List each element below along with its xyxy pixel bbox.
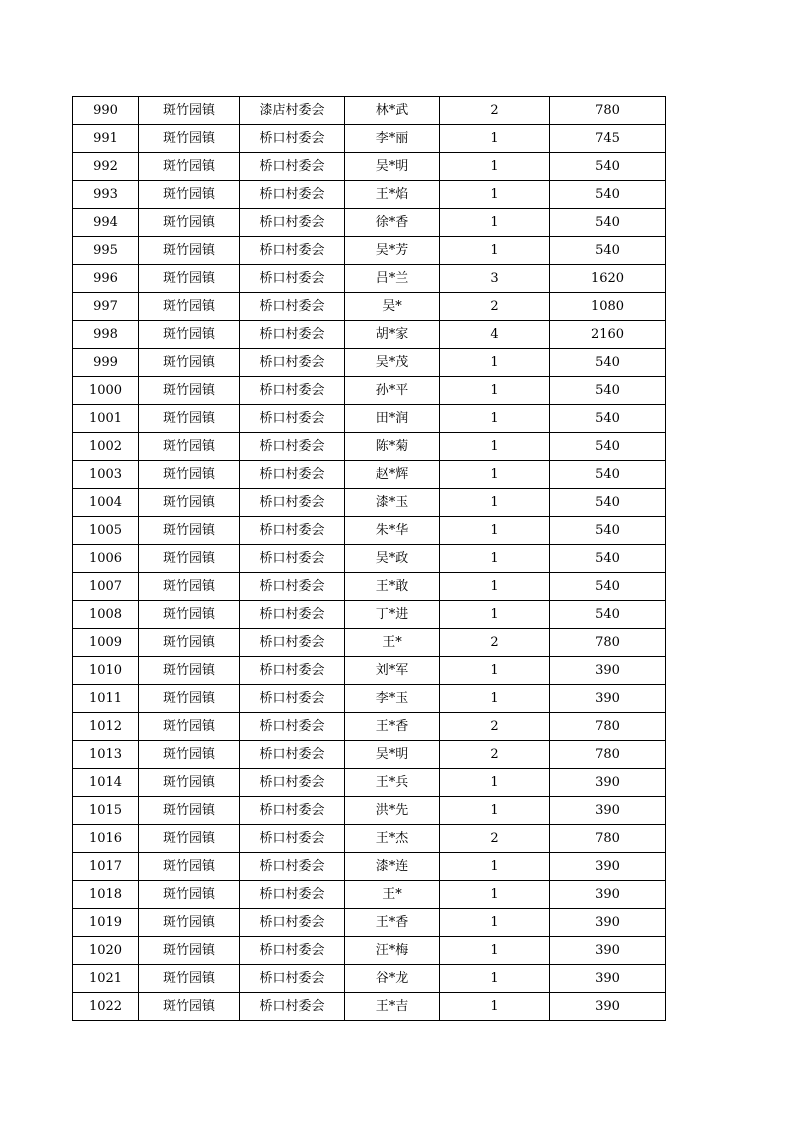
name-cell: 林*武: [345, 97, 440, 125]
table-row: [73, 209, 666, 237]
household-count-cell: 1: [440, 993, 550, 1021]
amount-cell: 2160: [550, 321, 666, 349]
document-page: [72, 96, 666, 1021]
table-row: [73, 517, 666, 545]
village-cell: 桥口村委会: [240, 965, 345, 993]
town-cell: 斑竹园镇: [139, 657, 240, 685]
village-cell: 桥口村委会: [240, 405, 345, 433]
name-cell: 洪*先: [345, 797, 440, 825]
name-cell: 吕*兰: [345, 265, 440, 293]
table-row: [73, 461, 666, 489]
household-count-cell: 1: [440, 489, 550, 517]
village-cell: 桥口村委会: [240, 993, 345, 1021]
row-number-cell: 996: [73, 265, 139, 293]
amount-cell: 540: [550, 461, 666, 489]
name-cell: 陈*菊: [345, 433, 440, 461]
name-cell: 王*敢: [345, 573, 440, 601]
name-cell: 吴*: [345, 293, 440, 321]
household-count-cell: 1: [440, 881, 550, 909]
town-cell: 斑竹园镇: [139, 601, 240, 629]
name-cell: 王*香: [345, 713, 440, 741]
amount-cell: 540: [550, 209, 666, 237]
household-count-cell: 1: [440, 181, 550, 209]
row-number-cell: 1016: [73, 825, 139, 853]
row-number-cell: 1019: [73, 909, 139, 937]
household-count-cell: 4: [440, 321, 550, 349]
village-cell: 桥口村委会: [240, 909, 345, 937]
amount-cell: 745: [550, 125, 666, 153]
household-count-cell: 1: [440, 237, 550, 265]
household-count-cell: 3: [440, 265, 550, 293]
village-cell: 漆店村委会: [240, 97, 345, 125]
name-cell: 吴*芳: [345, 237, 440, 265]
table-row: [73, 825, 666, 853]
household-count-cell: 2: [440, 293, 550, 321]
name-cell: 胡*家: [345, 321, 440, 349]
name-cell: 王*: [345, 881, 440, 909]
amount-cell: 540: [550, 377, 666, 405]
amount-cell: 390: [550, 965, 666, 993]
row-number-cell: 1002: [73, 433, 139, 461]
name-cell: 吴*明: [345, 153, 440, 181]
table-body: [73, 97, 666, 1021]
table-row: [73, 769, 666, 797]
village-cell: 桥口村委会: [240, 629, 345, 657]
town-cell: 斑竹园镇: [139, 769, 240, 797]
table-row: [73, 349, 666, 377]
household-count-cell: 1: [440, 685, 550, 713]
table-row: [73, 853, 666, 881]
table-row: [73, 265, 666, 293]
amount-cell: 540: [550, 181, 666, 209]
household-count-cell: 1: [440, 657, 550, 685]
name-cell: 田*润: [345, 405, 440, 433]
row-number-cell: 1004: [73, 489, 139, 517]
name-cell: 漆*玉: [345, 489, 440, 517]
amount-cell: 780: [550, 713, 666, 741]
table-row: [73, 237, 666, 265]
town-cell: 斑竹园镇: [139, 405, 240, 433]
amount-cell: 390: [550, 657, 666, 685]
name-cell: 孙*平: [345, 377, 440, 405]
table-row: [73, 545, 666, 573]
town-cell: 斑竹园镇: [139, 909, 240, 937]
village-cell: 桥口村委会: [240, 657, 345, 685]
town-cell: 斑竹园镇: [139, 265, 240, 293]
household-count-cell: 1: [440, 909, 550, 937]
name-cell: 朱*华: [345, 517, 440, 545]
village-cell: 桥口村委会: [240, 265, 345, 293]
village-cell: 桥口村委会: [240, 573, 345, 601]
household-count-cell: 2: [440, 825, 550, 853]
amount-cell: 540: [550, 489, 666, 517]
row-number-cell: 990: [73, 97, 139, 125]
town-cell: 斑竹园镇: [139, 433, 240, 461]
table-row: [73, 125, 666, 153]
amount-cell: 390: [550, 909, 666, 937]
village-cell: 桥口村委会: [240, 321, 345, 349]
amount-cell: 390: [550, 769, 666, 797]
amount-cell: 390: [550, 853, 666, 881]
name-cell: 王*兵: [345, 769, 440, 797]
row-number-cell: 1000: [73, 377, 139, 405]
household-count-cell: 1: [440, 349, 550, 377]
household-count-cell: 1: [440, 965, 550, 993]
table-row: [73, 993, 666, 1021]
table-row: [73, 797, 666, 825]
table-row: [73, 97, 666, 125]
household-count-cell: 1: [440, 405, 550, 433]
table-row: [73, 181, 666, 209]
town-cell: 斑竹园镇: [139, 377, 240, 405]
row-number-cell: 1020: [73, 937, 139, 965]
name-cell: 丁*进: [345, 601, 440, 629]
town-cell: 斑竹园镇: [139, 125, 240, 153]
row-number-cell: 1007: [73, 573, 139, 601]
row-number-cell: 1017: [73, 853, 139, 881]
amount-cell: 780: [550, 825, 666, 853]
table-row: [73, 601, 666, 629]
table-row: [73, 937, 666, 965]
town-cell: 斑竹园镇: [139, 461, 240, 489]
row-number-cell: 1012: [73, 713, 139, 741]
table-row: [73, 321, 666, 349]
amount-cell: 390: [550, 685, 666, 713]
town-cell: 斑竹园镇: [139, 881, 240, 909]
household-count-cell: 1: [440, 573, 550, 601]
village-cell: 桥口村委会: [240, 713, 345, 741]
town-cell: 斑竹园镇: [139, 97, 240, 125]
row-number-cell: 992: [73, 153, 139, 181]
town-cell: 斑竹园镇: [139, 797, 240, 825]
household-count-cell: 2: [440, 741, 550, 769]
amount-cell: 1620: [550, 265, 666, 293]
household-count-cell: 1: [440, 433, 550, 461]
village-cell: 桥口村委会: [240, 769, 345, 797]
town-cell: 斑竹园镇: [139, 685, 240, 713]
table-row: [73, 713, 666, 741]
row-number-cell: 1011: [73, 685, 139, 713]
household-count-cell: 1: [440, 937, 550, 965]
amount-cell: 540: [550, 601, 666, 629]
village-cell: 桥口村委会: [240, 741, 345, 769]
row-number-cell: 994: [73, 209, 139, 237]
household-count-cell: 2: [440, 629, 550, 657]
name-cell: 王*吉: [345, 993, 440, 1021]
town-cell: 斑竹园镇: [139, 489, 240, 517]
table-row: [73, 489, 666, 517]
town-cell: 斑竹园镇: [139, 965, 240, 993]
table-row: [73, 909, 666, 937]
name-cell: 李*玉: [345, 685, 440, 713]
amount-cell: 780: [550, 629, 666, 657]
village-cell: 桥口村委会: [240, 181, 345, 209]
table-row: [73, 629, 666, 657]
name-cell: 王*焰: [345, 181, 440, 209]
village-cell: 桥口村委会: [240, 601, 345, 629]
village-cell: 桥口村委会: [240, 153, 345, 181]
row-number-cell: 995: [73, 237, 139, 265]
row-number-cell: 993: [73, 181, 139, 209]
town-cell: 斑竹园镇: [139, 181, 240, 209]
household-count-cell: 2: [440, 97, 550, 125]
row-number-cell: 991: [73, 125, 139, 153]
town-cell: 斑竹园镇: [139, 321, 240, 349]
table-row: [73, 965, 666, 993]
table-row: [73, 573, 666, 601]
village-cell: 桥口村委会: [240, 685, 345, 713]
row-number-cell: 1008: [73, 601, 139, 629]
amount-cell: 540: [550, 237, 666, 265]
town-cell: 斑竹园镇: [139, 349, 240, 377]
town-cell: 斑竹园镇: [139, 853, 240, 881]
row-number-cell: 1010: [73, 657, 139, 685]
household-count-cell: 1: [440, 377, 550, 405]
town-cell: 斑竹园镇: [139, 293, 240, 321]
row-number-cell: 1005: [73, 517, 139, 545]
name-cell: 吴*政: [345, 545, 440, 573]
amount-cell: 540: [550, 349, 666, 377]
table-row: [73, 153, 666, 181]
table-row: [73, 405, 666, 433]
town-cell: 斑竹园镇: [139, 209, 240, 237]
table-row: [73, 657, 666, 685]
amount-cell: 390: [550, 881, 666, 909]
name-cell: 谷*龙: [345, 965, 440, 993]
town-cell: 斑竹园镇: [139, 993, 240, 1021]
village-cell: 桥口村委会: [240, 237, 345, 265]
household-count-cell: 1: [440, 797, 550, 825]
name-cell: 吴*明: [345, 741, 440, 769]
table-row: [73, 293, 666, 321]
name-cell: 吴*茂: [345, 349, 440, 377]
row-number-cell: 1001: [73, 405, 139, 433]
household-count-cell: 1: [440, 545, 550, 573]
amount-cell: 390: [550, 937, 666, 965]
village-cell: 桥口村委会: [240, 825, 345, 853]
town-cell: 斑竹园镇: [139, 517, 240, 545]
town-cell: 斑竹园镇: [139, 741, 240, 769]
household-count-cell: 1: [440, 517, 550, 545]
name-cell: 漆*连: [345, 853, 440, 881]
household-count-cell: 1: [440, 769, 550, 797]
amount-cell: 540: [550, 405, 666, 433]
household-count-cell: 2: [440, 713, 550, 741]
town-cell: 斑竹园镇: [139, 937, 240, 965]
table-row: [73, 881, 666, 909]
amount-cell: 540: [550, 153, 666, 181]
row-number-cell: 1009: [73, 629, 139, 657]
town-cell: 斑竹园镇: [139, 545, 240, 573]
amount-cell: 540: [550, 573, 666, 601]
row-number-cell: 1013: [73, 741, 139, 769]
village-cell: 桥口村委会: [240, 797, 345, 825]
table-row: [73, 741, 666, 769]
table-row: [73, 433, 666, 461]
amount-cell: 540: [550, 545, 666, 573]
row-number-cell: 997: [73, 293, 139, 321]
name-cell: 赵*辉: [345, 461, 440, 489]
town-cell: 斑竹园镇: [139, 573, 240, 601]
row-number-cell: 1003: [73, 461, 139, 489]
town-cell: 斑竹园镇: [139, 825, 240, 853]
village-cell: 桥口村委会: [240, 349, 345, 377]
row-number-cell: 1006: [73, 545, 139, 573]
amount-cell: 390: [550, 797, 666, 825]
village-cell: 桥口村委会: [240, 545, 345, 573]
data-table: [72, 96, 666, 1021]
name-cell: 李*丽: [345, 125, 440, 153]
amount-cell: 540: [550, 433, 666, 461]
village-cell: 桥口村委会: [240, 125, 345, 153]
household-count-cell: 1: [440, 853, 550, 881]
village-cell: 桥口村委会: [240, 853, 345, 881]
household-count-cell: 1: [440, 209, 550, 237]
name-cell: 王*: [345, 629, 440, 657]
village-cell: 桥口村委会: [240, 293, 345, 321]
amount-cell: 390: [550, 993, 666, 1021]
row-number-cell: 1015: [73, 797, 139, 825]
village-cell: 桥口村委会: [240, 937, 345, 965]
town-cell: 斑竹园镇: [139, 713, 240, 741]
village-cell: 桥口村委会: [240, 377, 345, 405]
village-cell: 桥口村委会: [240, 433, 345, 461]
village-cell: 桥口村委会: [240, 517, 345, 545]
village-cell: 桥口村委会: [240, 461, 345, 489]
town-cell: 斑竹园镇: [139, 629, 240, 657]
table-row: [73, 685, 666, 713]
name-cell: 王*香: [345, 909, 440, 937]
town-cell: 斑竹园镇: [139, 237, 240, 265]
name-cell: 刘*军: [345, 657, 440, 685]
amount-cell: 1080: [550, 293, 666, 321]
town-cell: 斑竹园镇: [139, 153, 240, 181]
name-cell: 汪*梅: [345, 937, 440, 965]
household-count-cell: 1: [440, 125, 550, 153]
row-number-cell: 1018: [73, 881, 139, 909]
amount-cell: 540: [550, 517, 666, 545]
village-cell: 桥口村委会: [240, 489, 345, 517]
household-count-cell: 1: [440, 601, 550, 629]
name-cell: 徐*香: [345, 209, 440, 237]
amount-cell: 780: [550, 97, 666, 125]
row-number-cell: 1022: [73, 993, 139, 1021]
row-number-cell: 998: [73, 321, 139, 349]
name-cell: 王*杰: [345, 825, 440, 853]
row-number-cell: 1014: [73, 769, 139, 797]
village-cell: 桥口村委会: [240, 209, 345, 237]
household-count-cell: 1: [440, 153, 550, 181]
household-count-cell: 1: [440, 461, 550, 489]
village-cell: 桥口村委会: [240, 881, 345, 909]
row-number-cell: 1021: [73, 965, 139, 993]
row-number-cell: 999: [73, 349, 139, 377]
amount-cell: 780: [550, 741, 666, 769]
table-row: [73, 377, 666, 405]
